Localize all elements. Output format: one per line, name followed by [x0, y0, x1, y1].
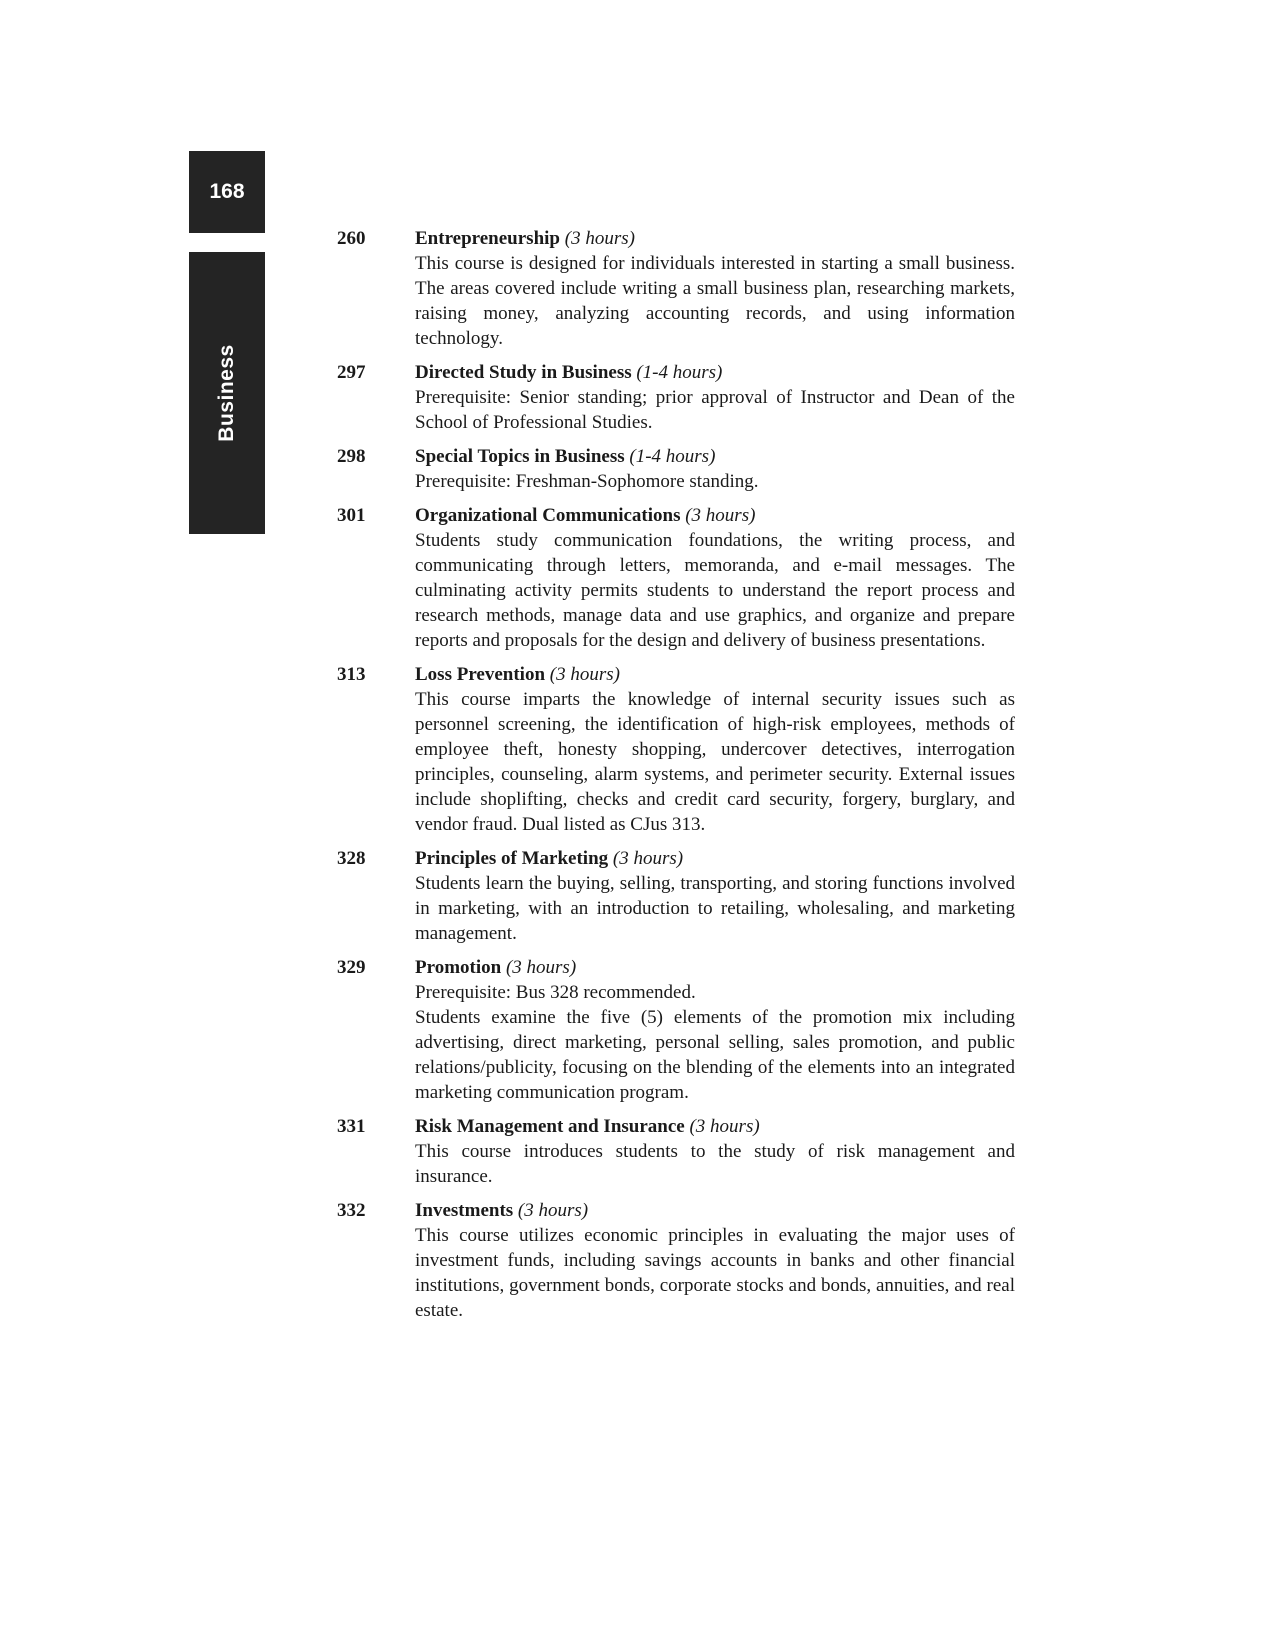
course-heading [415, 846, 1015, 871]
course-hours: (1-4 hours) [629, 446, 716, 467]
course-number: 297 [337, 362, 366, 383]
course-heading [415, 444, 1015, 469]
course-entry [337, 846, 1015, 946]
course-entry [337, 360, 1015, 435]
course-entry [337, 444, 1015, 494]
course-entry [337, 955, 1015, 1105]
course-title: Investments [415, 1200, 514, 1221]
course-number: 329 [337, 957, 366, 978]
page-number-tab [189, 151, 265, 233]
course-body [415, 1198, 1015, 1323]
course-number: 328 [337, 848, 366, 869]
course-hours: (3 hours) [517, 1200, 589, 1221]
course-title: Principles of Marketing [415, 848, 609, 869]
course-hours: (3 hours) [685, 505, 756, 526]
course-title: Organizational Communications [415, 505, 681, 526]
course-body [415, 503, 1015, 653]
course-description: This course introduces students to the study of risk management and insurance. [415, 1141, 1015, 1187]
course-heading [415, 1114, 1015, 1139]
course-number: 301 [337, 505, 366, 526]
course-body [415, 1114, 1015, 1189]
course-number: 331 [337, 1116, 366, 1137]
course-description: This course imparts the knowledge of internal security issues such as personnel screening, the identification of high-risk employees, methods of employee theft, honesty shopping, undercover detectives, interrogation principles, counseling, alarm systems, and perimeter security. External issues include shoplifting, checks and credit card security, forgery, burglary, and vendor fraud. Dual listed as CJus 313. [415, 689, 1015, 835]
course-title: Special Topics in Business [415, 446, 625, 467]
course-hours: (3 hours) [549, 664, 620, 685]
course-prerequisite: Prerequisite: Freshman-Sophomore standing. [415, 471, 759, 492]
course-body [415, 955, 1015, 1105]
course-title: Loss Prevention [415, 664, 546, 685]
course-heading [415, 503, 1015, 528]
course-heading [415, 955, 1015, 980]
course-hours: (3 hours) [505, 957, 577, 978]
course-body [415, 226, 1015, 351]
course-body [415, 662, 1015, 837]
course-number: 313 [337, 664, 366, 685]
course-hours: (3 hours) [612, 848, 684, 869]
course-description: This course is designed for individuals interested in starting a small business. The areas covered include writing a small business plan, researching markets, raising money, analyzing accounting records, and using information technology. [415, 253, 1015, 349]
course-description: Students learn the buying, selling, transporting, and storing functions involved in marketing, with an introduction to retailing, wholesaling, and marketing management. [415, 873, 1015, 944]
course-heading [415, 226, 1015, 251]
section-label: Business [215, 344, 238, 442]
course-body [415, 444, 1015, 494]
course-hours: (3 hours) [564, 228, 635, 249]
course-title: Promotion [415, 957, 502, 978]
course-title: Directed Study in Business [415, 362, 632, 383]
course-number: 260 [337, 228, 366, 249]
course-title: Risk Management and Insurance [415, 1116, 685, 1137]
course-heading [415, 662, 1015, 687]
course-number: 332 [337, 1200, 366, 1221]
course-list [337, 226, 1015, 1332]
course-heading [415, 360, 1015, 385]
section-tab [189, 252, 265, 534]
course-prerequisite: Prerequisite: Bus 328 recommended. [415, 982, 696, 1003]
course-heading [415, 1198, 1015, 1223]
course-hours: (1-4 hours) [636, 362, 723, 383]
course-entry [337, 1114, 1015, 1189]
course-description: Students study communication foundations, the writing process, and communicating through letters, memoranda, and e-mail messages. The culminating activity permits students to understand the report process and research methods, manage data and use graphics, and organize and prepare reports and proposals for the design and delivery of business presentations. [415, 530, 1015, 651]
course-entry [337, 503, 1015, 653]
course-entry [337, 1198, 1015, 1323]
course-title: Entrepreneurship [415, 228, 560, 249]
course-prerequisite: Prerequisite: Senior standing; prior approval of Instructor and Dean of the School of Professional Studies. [415, 387, 1015, 433]
course-number: 298 [337, 446, 366, 467]
course-entry [337, 226, 1015, 351]
course-hours: (3 hours) [689, 1116, 760, 1137]
page-number: 168 [209, 180, 245, 203]
course-body [415, 846, 1015, 946]
course-entry [337, 662, 1015, 837]
course-body [415, 360, 1015, 435]
course-description: This course utilizes economic principles in evaluating the major uses of investment funds, including savings accounts in banks and other financial institutions, government bonds, corporate stocks and bonds, annuities, and real estate. [415, 1225, 1015, 1321]
course-description: Students examine the five (5) elements of the promotion mix including advertising, direct marketing, personal selling, sales promotion, and public relations/publicity, focusing on the blending of the elements into an integrated marketing communication program. [415, 1007, 1015, 1103]
